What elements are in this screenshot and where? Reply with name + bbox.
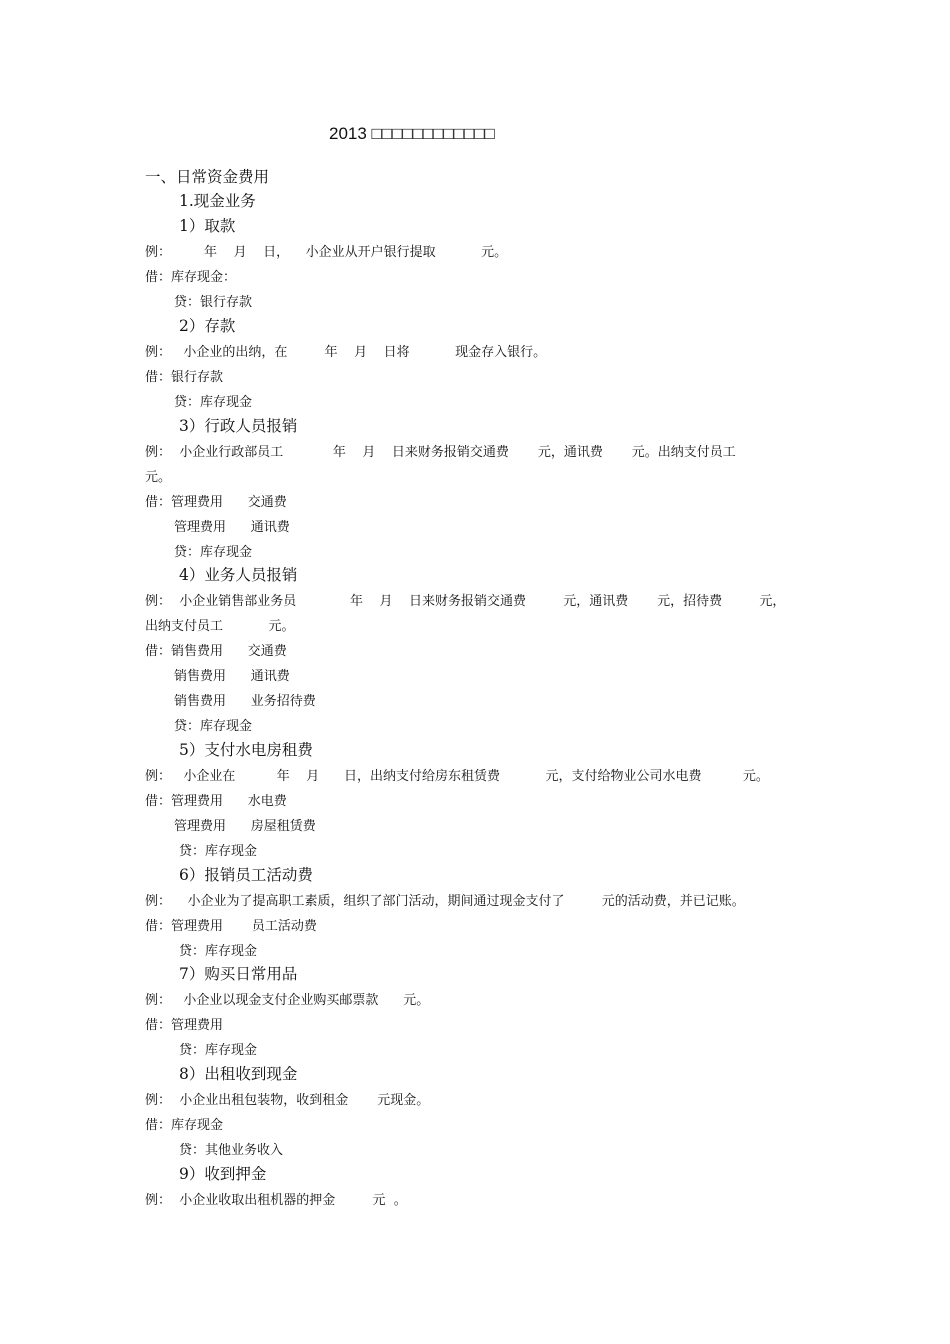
text-line: 管理费用 通讯费 xyxy=(174,520,290,535)
text-line: 例： 小企业以现金支付企业购买邮票款 元。 xyxy=(145,993,430,1008)
text-line: 销售费用 业务招待费 xyxy=(174,694,316,709)
text-line: 例： 小企业在 年 月 日，出纳支付给房东租赁费 元，支付给物业公司水电费 元。 xyxy=(145,769,769,784)
text-line: 贷：库存现金 xyxy=(179,944,258,959)
text-line: 例： 小企业收取出租机器的押金 元 。 xyxy=(145,1193,407,1208)
section-heading: 一、日常资金费用 xyxy=(145,168,270,186)
section-heading: 1.现金业务 xyxy=(179,192,256,210)
text-line: 例： 小企业行政部员工 年 月 日来财务报销交通费 元，通讯费 元。出纳支付员工 xyxy=(145,445,736,460)
text-line: 贷：库存现金 xyxy=(179,844,258,859)
text-line: 借：销售费用 交通费 xyxy=(145,644,287,659)
section-heading: 4）业务人员报销 xyxy=(179,566,298,584)
text-line: 借：管理费用 xyxy=(145,1018,224,1033)
text-line: 例： 年 月 日， 小企业从开户银行提取 元。 xyxy=(145,245,508,260)
text-line: 元。 xyxy=(145,470,172,485)
section-heading: 3）行政人员报销 xyxy=(179,417,298,435)
text-line: 借：管理费用 水电费 xyxy=(145,794,287,809)
text-line: 例： 小企业销售部业务员 年 月 日来财务报销交通费 元，通讯费 元，招待费 元， xyxy=(145,594,786,609)
text-line: 例： 小企业的出纳，在 年 月 日将 现金存入银行。 xyxy=(145,345,547,360)
text-line: 管理费用 房屋租赁费 xyxy=(174,819,316,834)
text-line: 贷：库存现金 xyxy=(179,1043,258,1058)
section-heading: 6）报销员工活动费 xyxy=(179,866,313,884)
text-line: 例： 小企业为了提高职工素质，组织了部门活动，期间通过现金支付了 元的活动费，并已记账。 xyxy=(145,894,745,909)
text-line: 贷：库存现金 xyxy=(174,719,253,734)
section-heading: 5）支付水电房租费 xyxy=(179,741,313,759)
section-heading: 9）收到押金 xyxy=(179,1165,267,1183)
text-line: 借：库存现金： xyxy=(145,270,237,285)
section-heading: 2）存款 xyxy=(179,317,236,335)
document-title: 2013 □□□□□□□□□□□□ xyxy=(329,124,495,143)
section-heading: 1）取款 xyxy=(179,217,236,235)
text-line: 借：银行存款 xyxy=(145,370,224,385)
text-line: 贷：银行存款 xyxy=(174,295,253,310)
section-heading: 7）购买日常用品 xyxy=(179,965,298,983)
text-line: 贷：其他业务收入 xyxy=(179,1143,284,1158)
text-line: 借：库存现金 xyxy=(145,1118,224,1133)
text-line: 贷：库存现金 xyxy=(174,545,253,560)
text-line: 出纳支付员工 元。 xyxy=(145,619,295,634)
text-line: 例： 小企业出租包装物，收到租金 元现金。 xyxy=(145,1093,430,1108)
text-line: 借：管理费用 员工活动费 xyxy=(145,919,317,934)
section-heading: 8）出租收到现金 xyxy=(179,1065,298,1083)
text-line: 贷：库存现金 xyxy=(174,395,253,410)
text-line: 销售费用 通讯费 xyxy=(174,669,290,684)
text-line: 借：管理费用 交通费 xyxy=(145,495,287,510)
